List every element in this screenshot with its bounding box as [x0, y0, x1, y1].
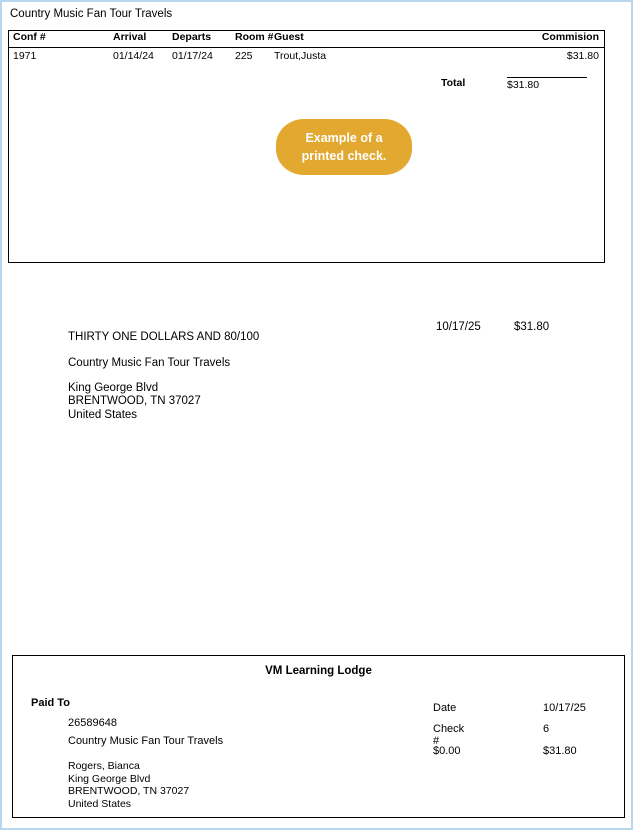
total-value: $31.80 [507, 77, 587, 91]
stub-prior-amount: $0.00 [433, 745, 461, 757]
check-date: 10/17/25 [436, 321, 481, 333]
stub-paid-amount: $31.80 [543, 745, 577, 757]
stub-payee-address [68, 760, 189, 810]
column-header-commission: Commision [541, 31, 599, 43]
check-address-line-3: United States [68, 408, 138, 421]
stub-paid-to-label: Paid To [31, 697, 70, 709]
stub-account-number: 26589648 [68, 717, 117, 729]
cell-commission: $31.80 [566, 50, 599, 62]
stub-date-value: 10/17/25 [543, 702, 586, 714]
check-amount: $31.80 [514, 321, 550, 333]
check-address-line-2: BRENTWOOD, TN 37027 [68, 395, 201, 408]
column-header-conf: Conf # [13, 31, 46, 43]
check-amount-words: THIRTY ONE DOLLARS AND 80/100 [68, 331, 260, 343]
stub-check-label: Check # [433, 723, 465, 747]
total-label: Total [441, 77, 466, 89]
commission-report-table [8, 30, 605, 263]
stub-address-line-2: King George Blvd [68, 772, 151, 785]
cell-departs: 01/17/24 [172, 50, 213, 62]
table-row [9, 48, 604, 66]
cell-room: 225 [235, 50, 253, 62]
stub-title: VM Learning Lodge [265, 665, 372, 677]
stub-payee-name: Country Music Fan Tour Travels [68, 735, 224, 747]
example-callout-bubble [276, 119, 412, 175]
stub-address-line-3: BRENTWOOD, TN 37027 [68, 785, 190, 798]
callout-line-1: Example of a [305, 130, 383, 145]
stub-check-value: 6 [543, 723, 550, 735]
column-header-arrival: Arrival [113, 31, 147, 43]
cell-arrival: 01/14/24 [113, 50, 154, 62]
cell-conf: 1971 [13, 50, 37, 62]
column-header-guest: Guest [274, 31, 304, 43]
stub-date-label: Date [433, 702, 457, 714]
check-stub [12, 655, 625, 818]
table-total-row [9, 77, 604, 93]
table-header-row [9, 31, 604, 48]
stub-address-line-4: United States [68, 797, 132, 810]
check-address-line-1: King George Blvd [68, 382, 159, 394]
check-payee-address [68, 382, 201, 422]
check-payee-name: Country Music Fan Tour Travels [68, 357, 231, 369]
column-header-room: Room # [235, 31, 274, 43]
callout-line-2: printed check. [301, 149, 387, 163]
column-header-departs: Departs [172, 31, 212, 43]
report-title: Country Music Fan Tour Travels [10, 8, 173, 20]
cell-guest: Trout,Justa [274, 50, 327, 62]
stub-address-line-1: Rogers, Bianca [68, 760, 140, 772]
